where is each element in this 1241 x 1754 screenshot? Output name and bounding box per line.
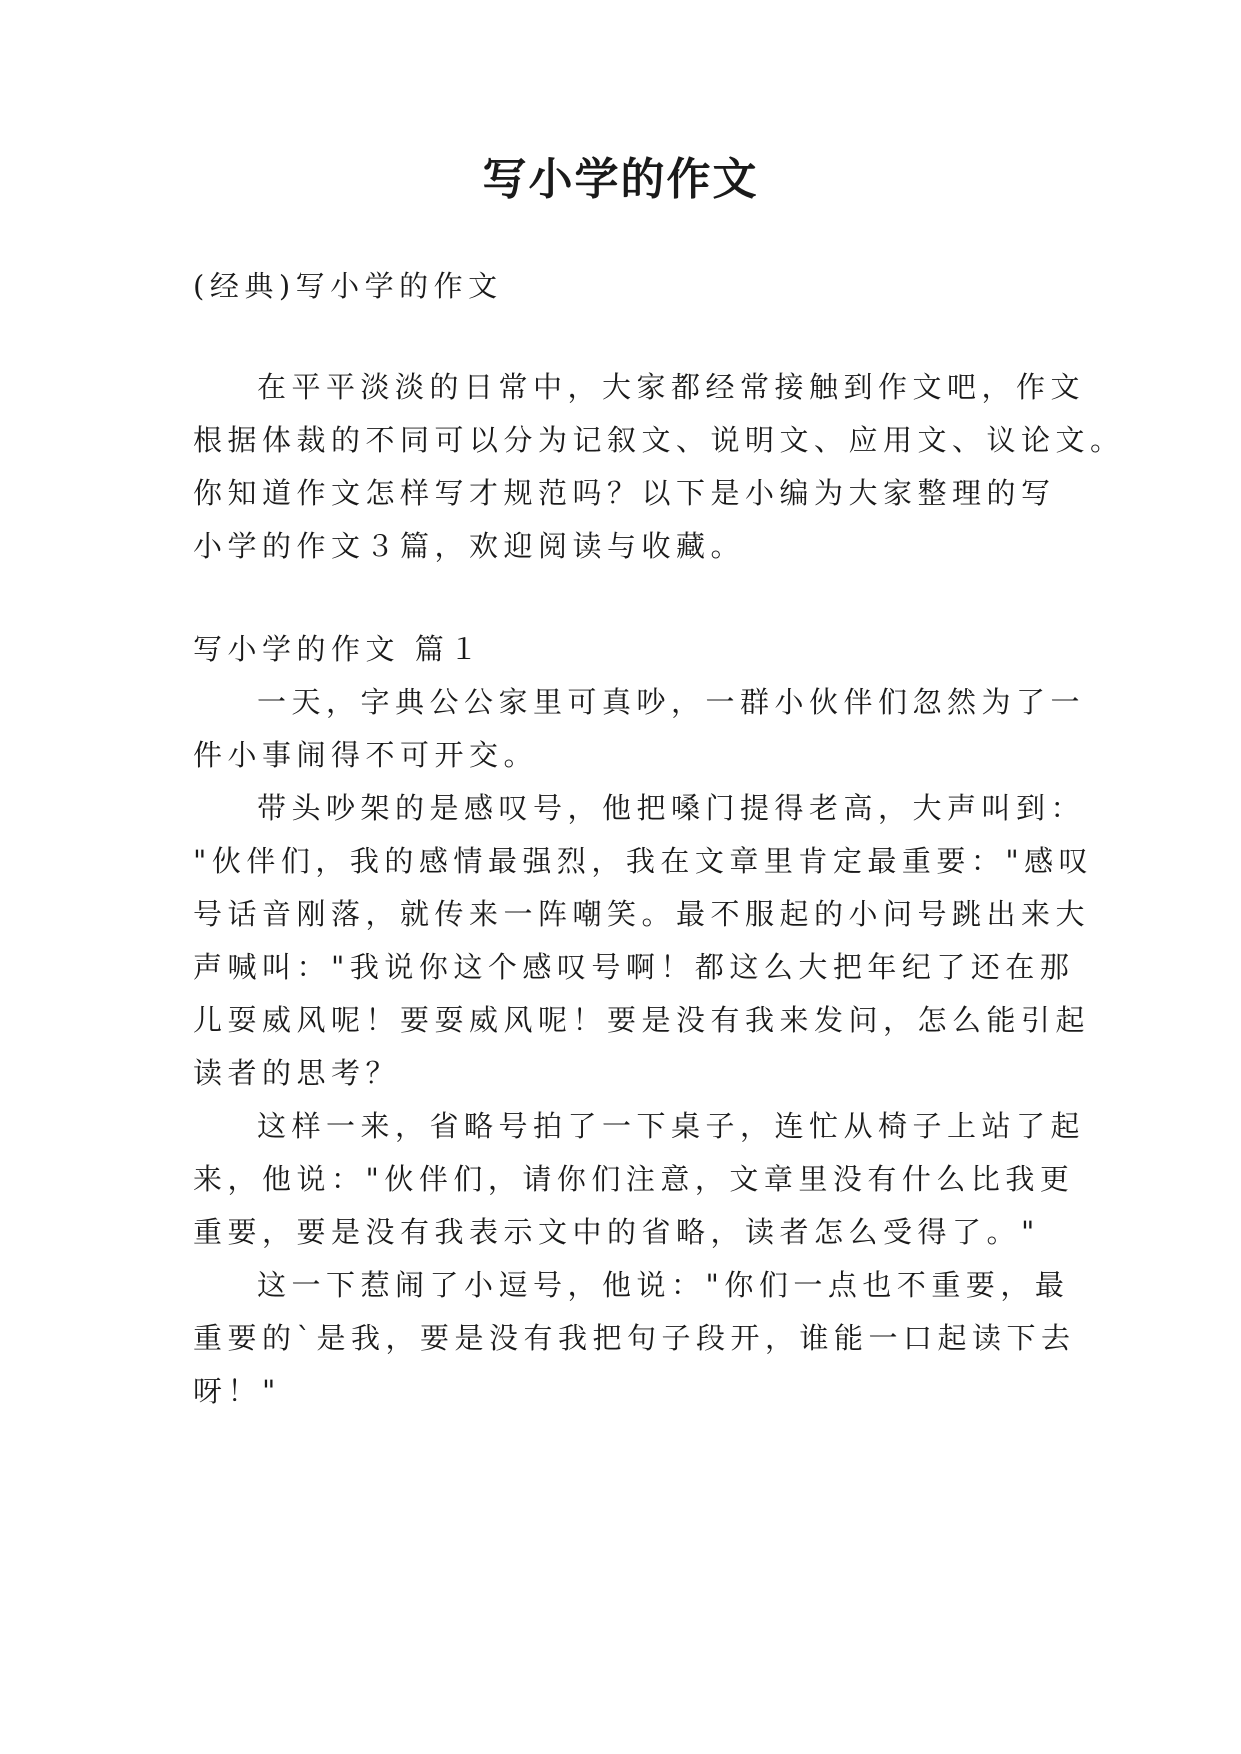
document-subtitle: (经典)写小学的作文 bbox=[193, 269, 503, 303]
paragraph-line: 小学的作文３篇，欢迎阅读与收藏。 bbox=[193, 529, 746, 563]
paragraph-line: 这样一来，省略号拍了一下桌子，连忙从椅子上站了起 bbox=[257, 1109, 1086, 1143]
paragraph-line: 来，他说："伙伴们，请你们注意，文章里没有什么比我更 bbox=[193, 1162, 1075, 1196]
paragraph-line: 带头吵架的是感叹号，他把嗓门提得老高，大声叫到： bbox=[257, 791, 1086, 825]
paragraph-line: 件小事闹得不可开交。 bbox=[193, 738, 539, 772]
paragraph-line: 读者的思考？ bbox=[193, 1056, 401, 1090]
paragraph-line: 声喊叫："我说你这个感叹号啊！都这么大把年纪了还在那 bbox=[193, 950, 1075, 984]
paragraph-line: "伙伴们，我的感情最强烈，我在文章里肯定最重要："感叹 bbox=[193, 844, 1094, 878]
paragraph-line: 你知道作文怎样写才规范吗？以下是小编为大家整理的写 bbox=[193, 476, 1056, 510]
paragraph-line: 根据体裁的不同可以分为记叙文、说明文、应用文、议论文。 bbox=[193, 423, 1125, 457]
section-heading: 写小学的作文 篇１ bbox=[193, 632, 484, 666]
paragraph-line: 号话音刚落，就传来一阵嘲笑。最不服起的小问号跳出来大 bbox=[193, 897, 1091, 931]
paragraph-line: 儿耍威风呢！要耍威风呢！要是没有我来发问，怎么能引起 bbox=[193, 1003, 1091, 1037]
paragraph-line: 重要，要是没有我表示文中的省略，读者怎么受得了。" bbox=[193, 1215, 1040, 1249]
paragraph-line: 这一下惹闹了小逗号，他说："你们一点也不重要，最 bbox=[257, 1268, 1070, 1302]
document-title: 写小学的作文 bbox=[482, 154, 759, 205]
paragraph-line: 重要的`是我，要是没有我把句子段开，谁能一口起读下去 bbox=[193, 1321, 1076, 1355]
paragraph-line: 呀！" bbox=[193, 1374, 281, 1408]
paragraph-line: 一天，字典公公家里可真吵，一群小伙伴们忽然为了一 bbox=[257, 685, 1086, 719]
paragraph-line: 在平平淡淡的日常中，大家都经常接触到作文吧，作文 bbox=[257, 370, 1086, 404]
